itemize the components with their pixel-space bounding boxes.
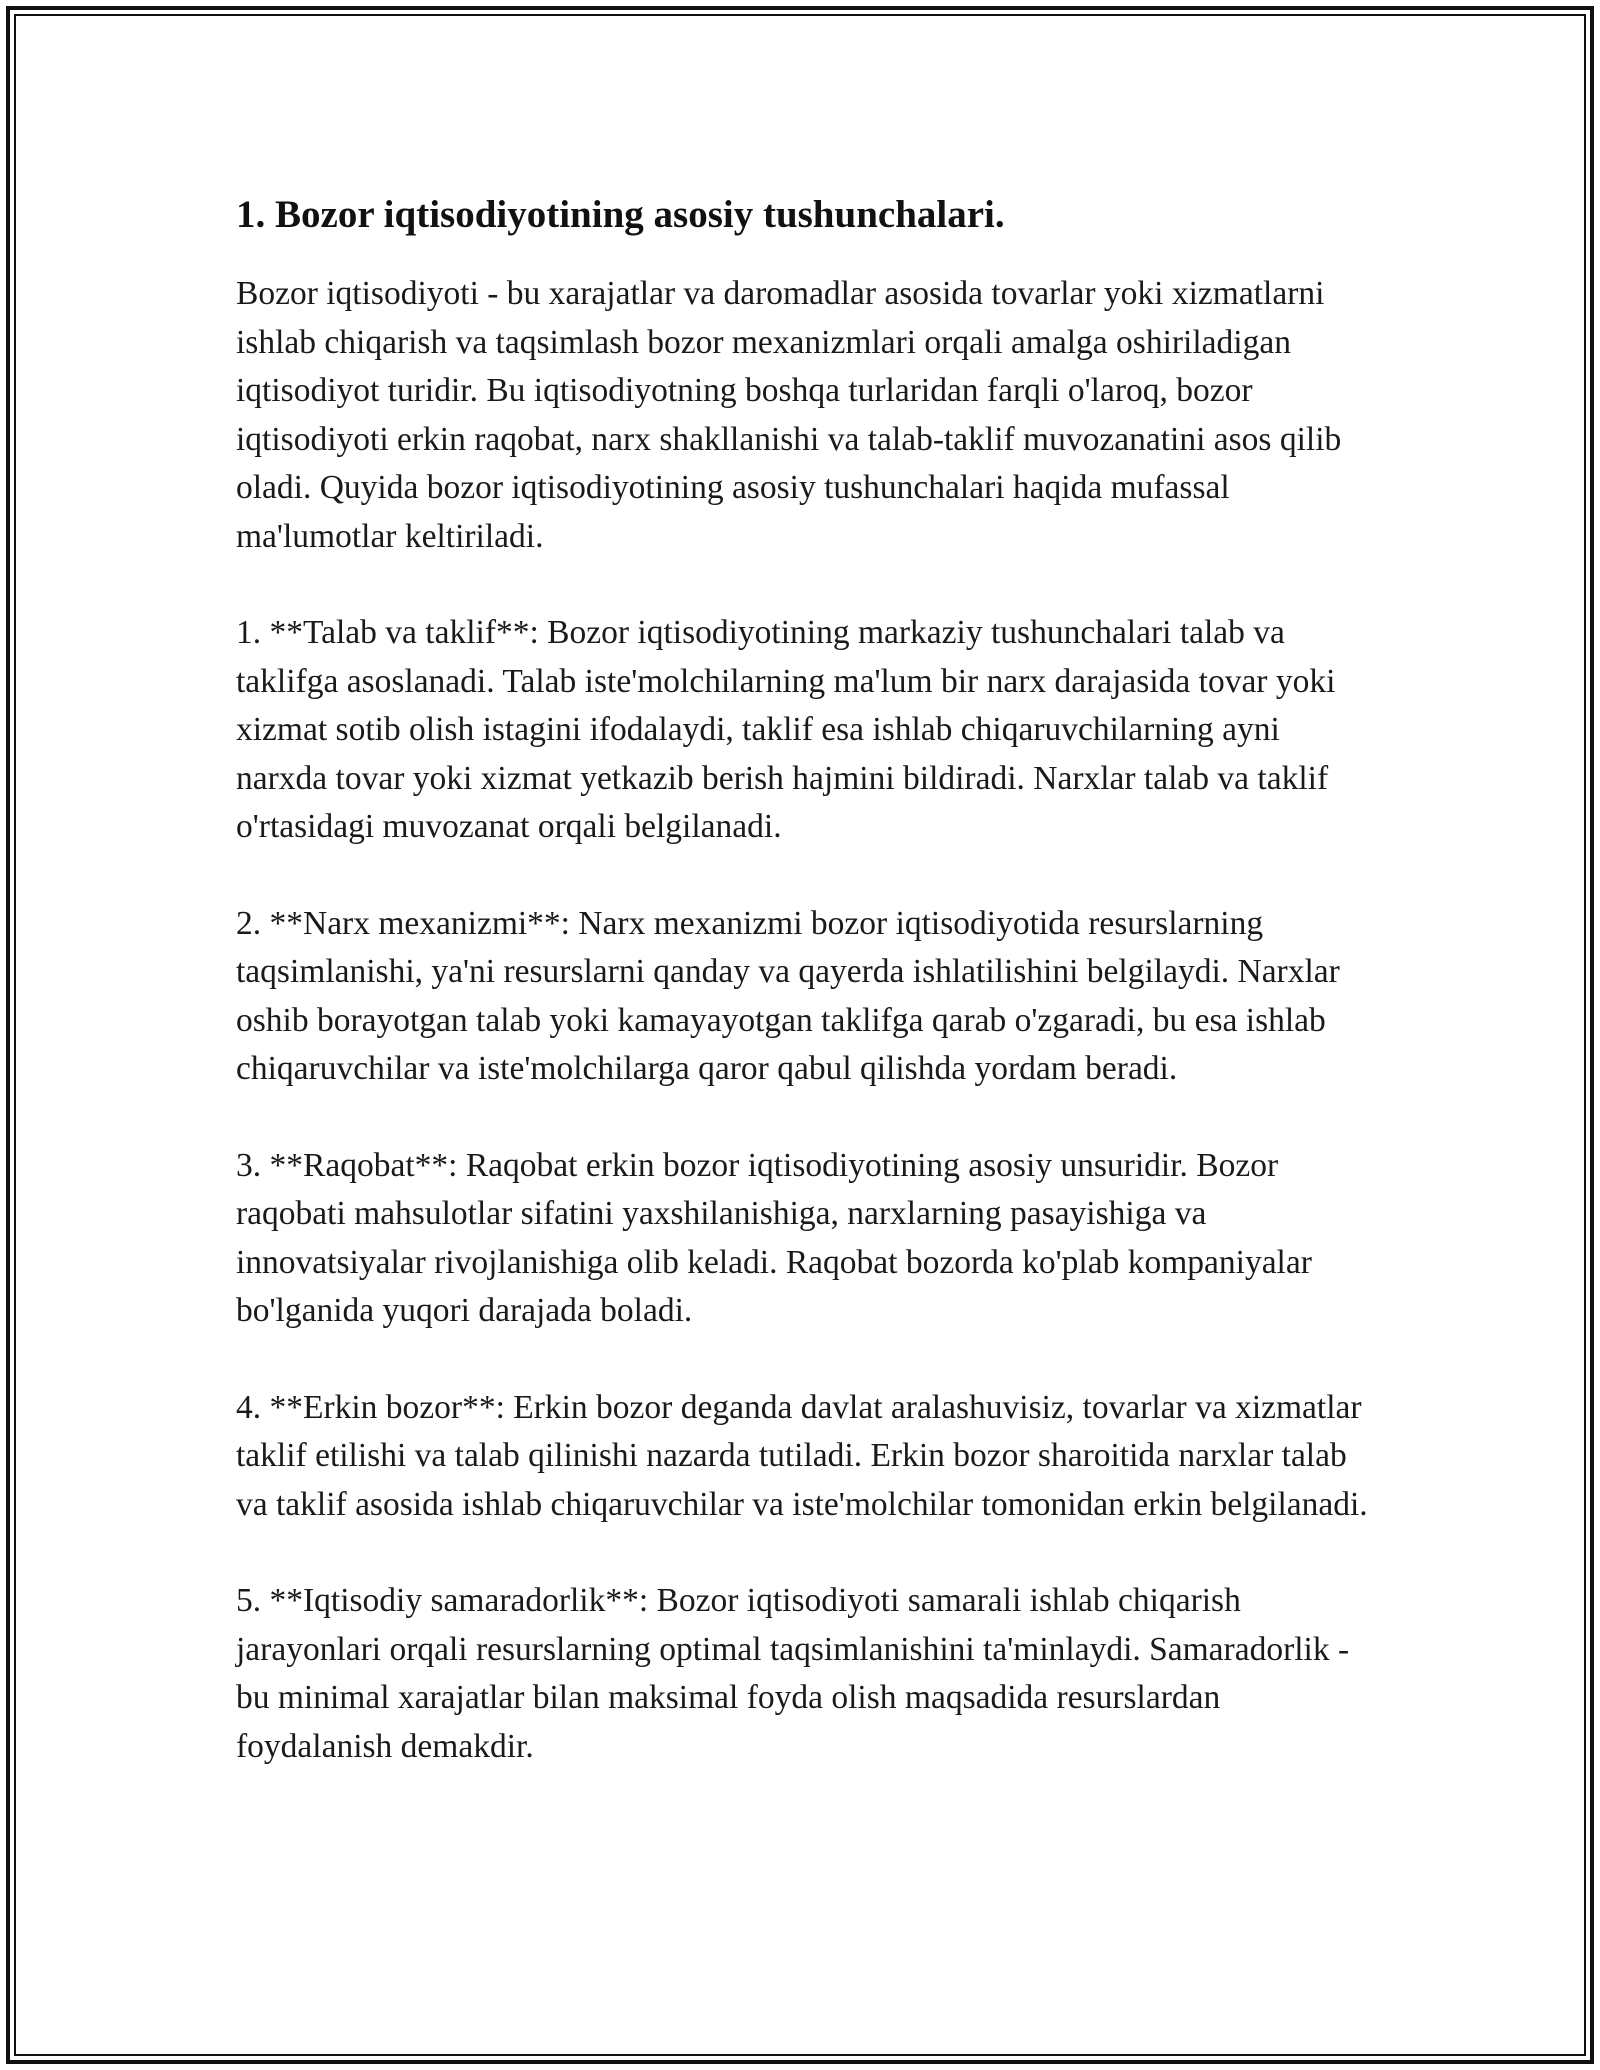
paragraph-erkin-bozor: 4. **Erkin bozor**: Erkin bozor deganda davlat aralashuvisiz, tovarlar va xizmatlar taklif etilishi va talab qilinishi nazarda tutiladi. Erkin bozor sharoitida narxlar talab va taklif asosida ishlab chiqaruvchilar va iste'molchilar tomonidan erkin belgilanadi. <box>236 1388 1368 1523</box>
paragraph-raqobat: 3. **Raqobat**: Raqobat erkin bozor iqtisodiyotining asosiy unsuridir. Bozor raqobati mahsulotlar sifatini yaxshilanishiga, narxlarning pasayishiga va innovatsiyalar rivojlanishiga olib keladi. Raqobat bozorda ko'plab kompaniyalar bo'lganida yuqori darajada boladi. <box>236 1146 1312 1329</box>
document-title: 1. Bozor iqtisodiyotining asosiy tushunchalari. <box>236 193 1005 236</box>
paragraph-narx-mexanizmi: 2. **Narx mexanizmi**: Narx mexanizmi bozor iqtisodiyotida resurslarning taqsimlanishi, ya'ni resurslarni qanday va qayerda ishlatilishini belgilaydi. Narxlar oshib borayotgan talab yoki kamayayotgan taklifga qarab o'zgaradi, bu esa ishlab chiqaruvchilar va iste'molchilarga qaror qabul qilishda yordam beradi. <box>236 904 1340 1087</box>
paragraph-talab-va-taklif: 1. **Talab va taklif**: Bozor iqtisodiyotining markaziy tushunchalari talab va taklifga asoslanadi. Talab iste'molchilarning ma'lum bir narx darajasida tovar yoki xizmat sotib olish istagini ifodalaydi, taklif esa ishlab chiqaruvchilarning ayni narxda tovar yoki xizmat yetkazib berish hajmini bildiradi. Narxlar talab va taklif o'rtasidagi muvozanat orqali belgilanadi. <box>236 614 1336 845</box>
document-body <box>236 186 1376 1819</box>
paragraph-iqtisodiy-samaradorlik: 5. **Iqtisodiy samaradorlik**: Bozor iqtisodiyoti samarali ishlab chiqarish jarayonlari orqali resurslarning optimal taqsimlanishini ta'minlaydi. Samaradorlik - bu minimal xarajatlar bilan maksimal foyda olish maqsadida resurslardan foydalanish demakdir. <box>236 1582 1350 1765</box>
intro-paragraph: Bozor iqtisodiyoti - bu xarajatlar va daromadlar asosida tovarlar yoki xizmatlarni ishlab chiqarish va taqsimlash bozor mexanizmlari orqali amalga oshiriladigan iqtisodiyot turidir. Bu iqtisodiyotning boshqa turlaridan farqli o'laroq, bozor iqtisodiyoti erkin raqobat, narx shakllanishi va talab-taklif muvozanatini asos qilib oladi. Quyida bozor iqtisodiyotining asosiy tushunchalari haqida mufassal ma'lumotlar keltiriladi. <box>236 275 1342 555</box>
